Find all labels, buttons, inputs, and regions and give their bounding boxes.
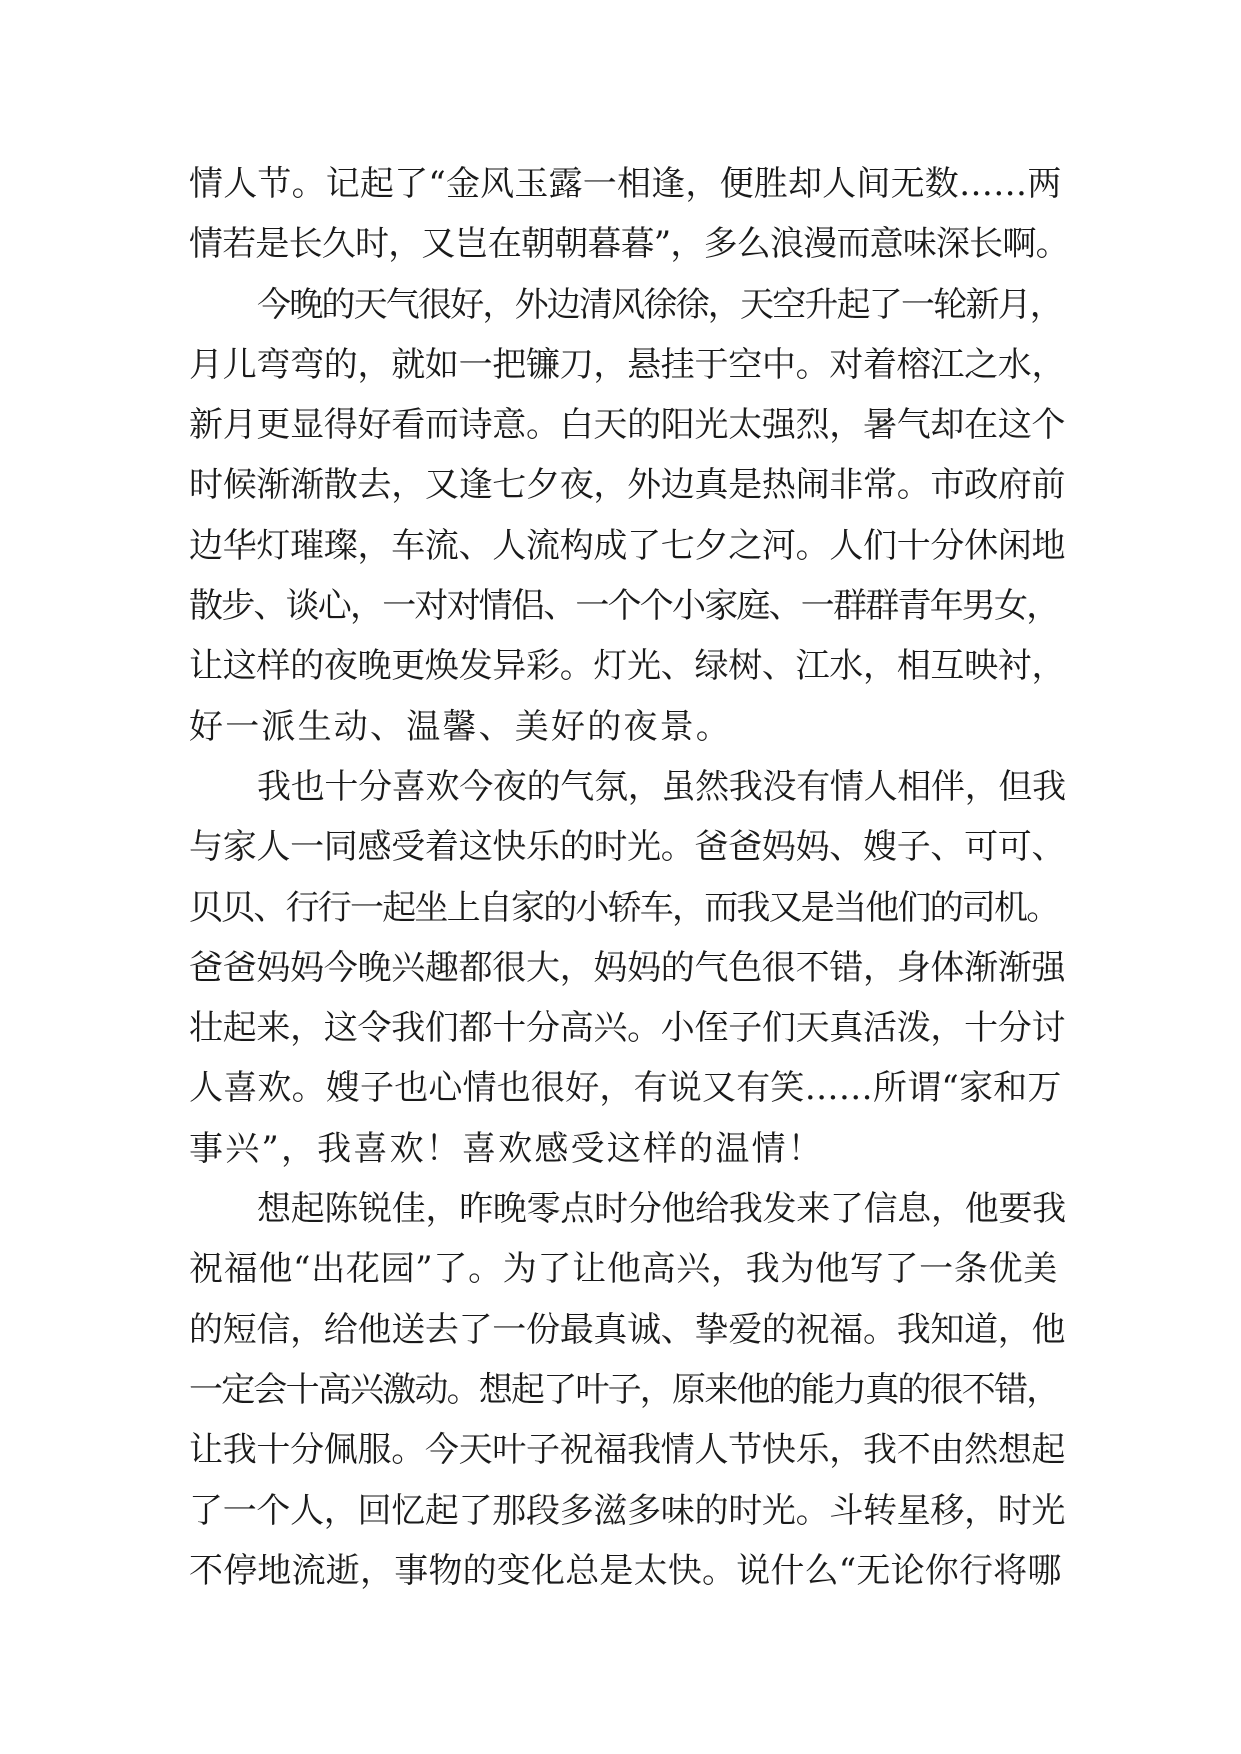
- text-line: 人喜欢。嫂子也心情也很好，有说又有笑……所谓“家和万: [189, 1068, 1062, 1109]
- text-line: 的短信，给他送去了一份最真诚、挚爱的祝福。我知道，他: [189, 1309, 1066, 1350]
- text-line: 祝福他“出花园”了。为了让他高兴，我为他写了一条优美: [189, 1249, 1058, 1290]
- text-line: 爸爸妈妈今晚兴趣都很大，妈妈的气色很不错，身体渐渐强: [189, 947, 1066, 988]
- text-line: 事兴”，我喜欢！喜欢感受这样的温情！: [189, 1128, 824, 1169]
- text-line: 月儿弯弯的，就如一把镰刀，悬挂于空中。对着榕江之水，: [189, 344, 1066, 385]
- text-line: 散步、谈心，一对对情侣、一个个小家庭、一群群青年男女，: [189, 586, 1059, 627]
- text-line: 了一个人，回忆起了那段多滋多味的时光。斗转星移，时光: [189, 1490, 1066, 1531]
- text-line: 情人节。记起了“金风玉露一相逢，便胜却人间无数……两: [189, 164, 1062, 204]
- text-line: 不停地流逝，事物的变化总是太快。说什么“无论你行将哪: [189, 1550, 1062, 1591]
- text-line: 边华灯璀璨，车流、人流构成了七夕之河。人们十分休闲地: [189, 525, 1066, 566]
- text-line: 让这样的夜晚更焕发异彩。灯光、绿树、江水，相互映衬，: [189, 646, 1066, 687]
- text-line: 与家人一同感受着这快乐的时光。爸爸妈妈、嫂子、可可、: [189, 827, 1066, 868]
- text-line: 壮起来，这令我们都十分高兴。小侄子们天真活泼，十分讨: [189, 1008, 1066, 1049]
- text-line: 时候渐渐散去，又逢七夕夜，外边真是热闹非常。市政府前: [189, 465, 1066, 506]
- text-line: 新月更显得好看而诗意。白天的阳光太强烈，暑气却在这个: [189, 405, 1066, 446]
- text-line: 贝贝、行行一起坐上自家的小轿车，而我又是当他们的司机。: [189, 887, 1059, 928]
- text-line: 情若是长久时，又岂在朝朝暮暮”，多么浪漫而意味深长啊。: [189, 224, 1069, 265]
- text-line: 一定会十高兴激动。想起了叶子，原来他的能力真的很不错，: [189, 1369, 1059, 1410]
- text-line: 好一派生动、温馨、美好的夜景。: [189, 706, 732, 747]
- text-line: 让我十分佩服。今天叶子祝福我情人节快乐，我不由然想起: [189, 1430, 1066, 1471]
- text-line: 我也十分喜欢今夜的气氛，虽然我没有情人相伴，但我: [257, 766, 1066, 807]
- text-line: 今晚的天气很好，外边清风徐徐，天空升起了一轮新月，: [257, 284, 1062, 325]
- text-line: 想起陈锐佳，昨晚零点时分他给我发来了信息，他要我: [257, 1189, 1066, 1230]
- body-text: [189, 154, 1069, 1601]
